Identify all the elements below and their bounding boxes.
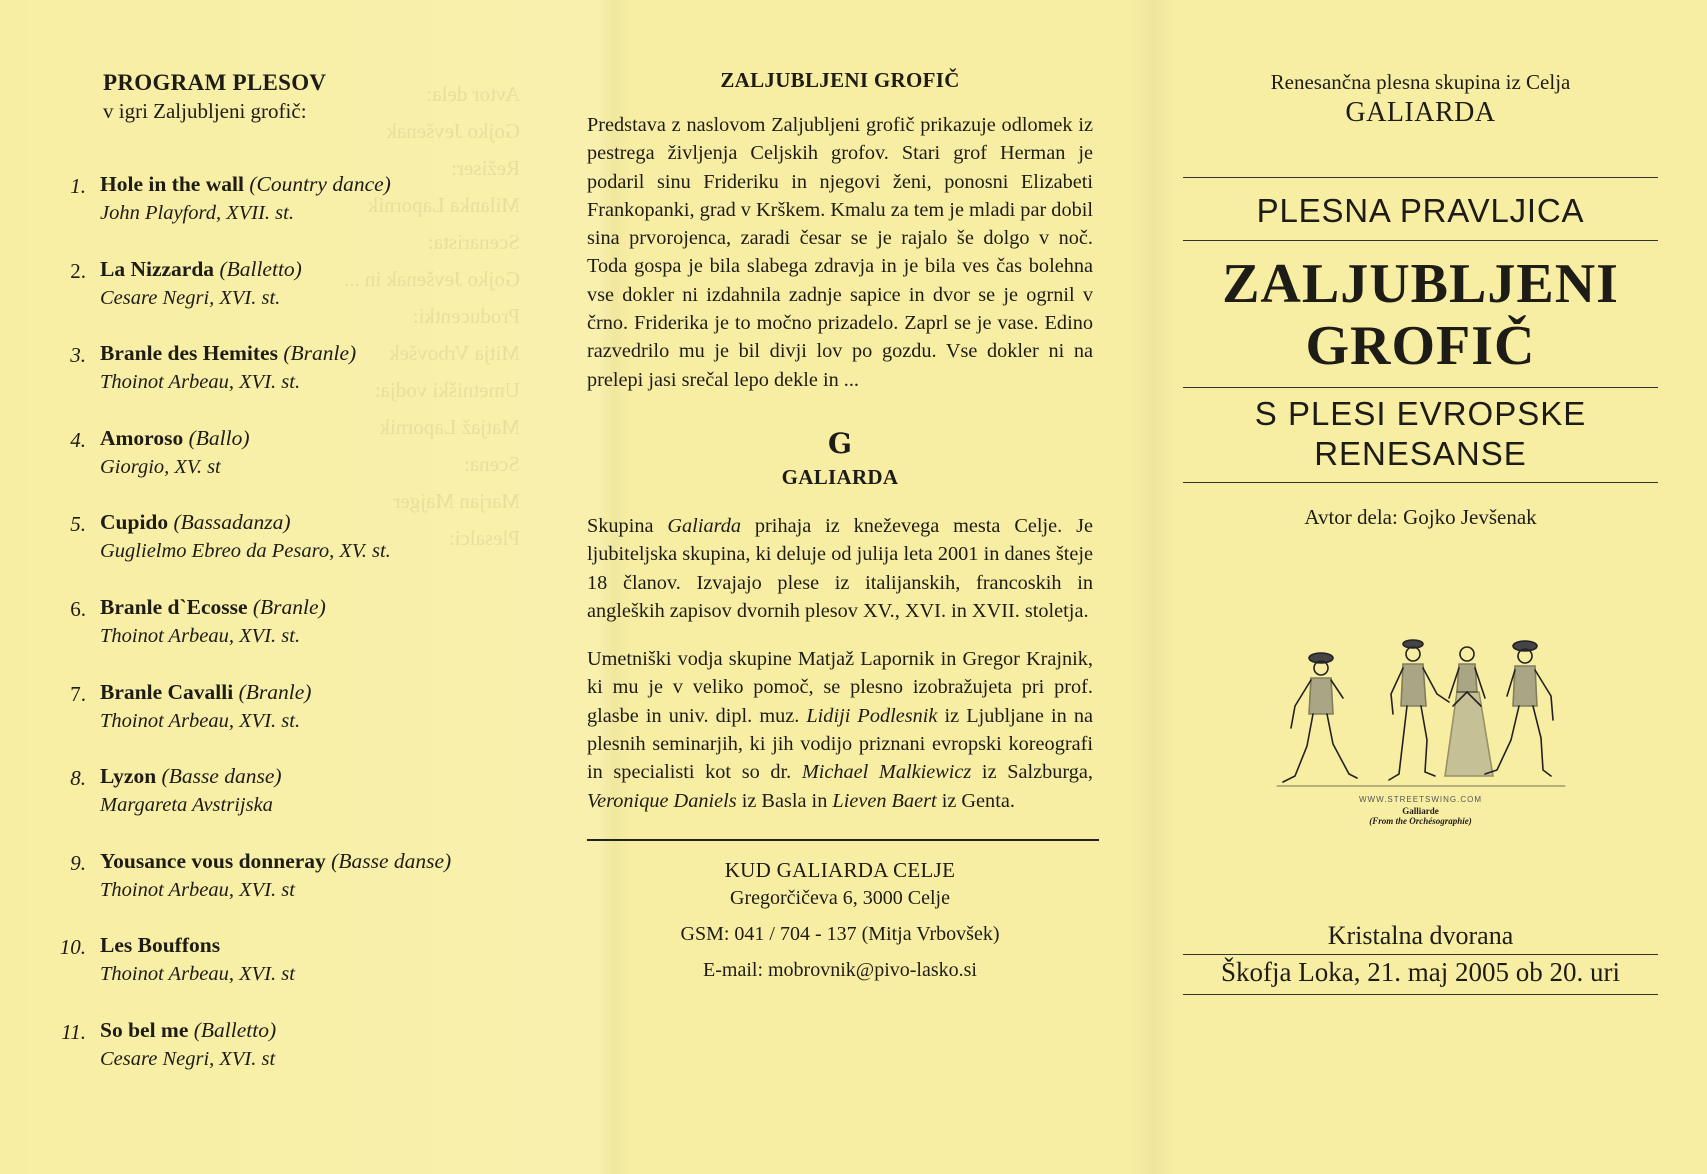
subtitle-line: RENESANSE — [1314, 435, 1527, 472]
galiarda-heading: GALIARDA — [781, 464, 899, 489]
dance-item — [56, 935, 576, 1020]
dance-name: Yousance vous donneray — [100, 848, 326, 873]
divider — [1183, 240, 1658, 241]
dance-style: (Balletto) — [219, 256, 302, 281]
dance-item — [56, 1017, 576, 1105]
program-title: PROGRAM PLESOV — [103, 70, 327, 95]
contact-block — [587, 857, 1093, 983]
text-run-italic: Lieven Baert — [832, 789, 937, 812]
ghost-line: Režiser: — [451, 156, 520, 180]
program-subtitle: v igri Zaljubljeni grofič: — [103, 99, 307, 123]
subtitle-line: S PLESI EVROPSKE — [1254, 395, 1587, 432]
text-run-italic: Michael Malkiewicz — [801, 761, 972, 784]
dance-item — [56, 343, 576, 428]
ghost-line: Producentki: — [412, 304, 520, 328]
dance-style: (Branle) — [252, 594, 326, 619]
text-run: Umetniški vodja skupine Matjaž Lapornik in Gregor Krajnik, ki mu je v veliko pomoč, se plesno izobražujeta pri prof. glasbe in univ. dipl. muz. — [587, 648, 1093, 727]
dance-composer: John Playford, XVII. st. — [100, 202, 294, 224]
venue: Kristalna dvorana — [1327, 921, 1514, 950]
dance-composer: Cesare Negri, XVI. st — [100, 1047, 276, 1070]
dance-name: Amoroso — [100, 425, 184, 450]
dance-item — [56, 174, 576, 259]
author-credit: Avtor dela: Gojko Jevšenak — [1304, 505, 1537, 529]
divider — [1183, 954, 1658, 955]
dance-number: 1. — [70, 174, 86, 198]
illustration-source: (From the Orchésographie) — [1369, 816, 1472, 826]
group-description: Renesančna plesna skupina iz Celja — [1270, 70, 1571, 94]
dance-composer: Guglielmo Ebreo da Pesaro, XV. st. — [100, 540, 391, 563]
program-column — [56, 70, 576, 1105]
dance-name: Hole in the wall — [100, 172, 244, 196]
dance-composer: Thoinot Arbeau, XVI. st. — [100, 371, 301, 394]
dance-composer: Thoinot Arbeau, XVI. st — [100, 963, 295, 986]
dance-style: (Branle) — [283, 341, 357, 366]
ghost-line: Umetniški vodja: — [374, 378, 520, 402]
dance-name: Branle Cavalli — [100, 679, 234, 704]
email: E-mail: mobrovnik@pivo-lasko.si — [703, 958, 977, 981]
ghost-line: Marjan Majger — [393, 489, 520, 513]
dance-item — [56, 848, 576, 936]
dance-name: Branle d`Ecosse — [100, 594, 248, 619]
divider — [1183, 994, 1658, 995]
divider — [587, 839, 1099, 841]
event-date: Škofja Loka, 21. maj 2005 ob 20. uri — [1221, 957, 1620, 987]
ghost-line: Milanka Lapornik — [367, 193, 520, 217]
galiarda-logo — [587, 428, 1093, 463]
dance-style: (Bassadanza) — [173, 510, 291, 535]
main-title-line: GROFIČ — [1305, 315, 1536, 377]
dance-composer: Margareta Avstrijska — [100, 794, 273, 817]
dance-number: 7. — [70, 681, 86, 706]
dance-name: Cupido — [100, 510, 169, 535]
address: Gregorčičeva 6, 3000 Celje — [730, 886, 950, 909]
dance-item — [56, 256, 576, 344]
dance-composer: Cesare Negri, XVI. st. — [100, 286, 281, 309]
text-run: iz Basla in — [736, 789, 833, 812]
galiarda-paragraph-2 — [587, 645, 1093, 815]
dance-list — [56, 174, 576, 1105]
text-run-italic: Veronique Daniels — [587, 789, 737, 812]
dance-composer: Thoinot Arbeau, XVI. st. — [100, 624, 301, 647]
dance-item — [56, 594, 576, 682]
dance-composer: Thoinot Arbeau, XVI. st — [100, 878, 295, 901]
ghost-line: Gojko Jevšenak — [386, 119, 520, 143]
galiarda-paragraph-1 — [587, 512, 1093, 625]
dance-number: 8. — [70, 766, 86, 791]
dance-composer: Giorgio, XV. st — [100, 455, 221, 478]
dance-name: Les Bouffons — [100, 933, 221, 958]
dance-item — [56, 766, 576, 851]
ghost-line: Scena: — [464, 452, 520, 476]
group-name: GALIARDA — [1345, 97, 1496, 128]
divider — [1183, 482, 1658, 483]
dance-number: 4. — [70, 427, 86, 452]
dance-style: (Ballo) — [188, 425, 250, 450]
dance-name: La Nizzarda — [100, 256, 215, 281]
story-column — [587, 68, 1093, 983]
dance-name: So bel me — [100, 1017, 189, 1042]
text-run: prihaja iz kneževega mesta Celje. Je ljubiteljska skupina, ki deluje od julija leta 2001 in danes šteje 18 članov. Izvajajo plese iz italijanskih, francoskih in angleških zapisov dvornih plesov XV., XVI. in XVII. stoletja. — [587, 514, 1093, 622]
text-run: iz Genta. — [936, 789, 1015, 812]
illustration-caption: Galliarde — [1402, 806, 1439, 816]
dance-style: (Basse danse) — [331, 848, 452, 873]
dance-number: 5. — [70, 512, 86, 537]
dance-number: 10. — [59, 935, 86, 960]
blackletter-g-icon — [823, 428, 857, 458]
dance-name: Branle des Hemites — [100, 341, 278, 366]
dance-name: Lyzon — [100, 764, 157, 789]
kicker-title: PLESNA PRAVLJICA — [1256, 192, 1585, 229]
ghost-line: Scenarista: — [427, 230, 520, 254]
main-title-line: ZALJUBLJENI — [1222, 253, 1619, 315]
story-heading: ZALJUBLJENI GROFIČ — [720, 68, 960, 92]
ghost-line: Plesalci: — [448, 526, 520, 550]
dance-number: 11. — [61, 1019, 86, 1044]
ghost-line: Gojko Jevšenak in ... — [343, 267, 520, 291]
dance-style: (Country dance) — [249, 172, 391, 196]
dancers-illustration — [1183, 636, 1658, 826]
phone: GSM: 041 / 704 - 137 (Mitja Vrbovšek) — [680, 922, 1000, 945]
dance-composer: Thoinot Arbeau, XVI. st. — [100, 709, 301, 732]
organization-name: KUD GALIARDA CELJE — [724, 857, 956, 882]
ghost-line: Matjaž Lapornik — [379, 415, 520, 439]
dance-number: 9. — [70, 850, 86, 875]
dance-item — [56, 512, 576, 597]
divider — [1183, 387, 1658, 388]
text-run: iz Ljubljane in na plesnih seminarjih, ki jih vodijo priznani evropski koreografi in specialisti kot so dr. — [587, 704, 1093, 784]
text-run-italic: Galiarda — [667, 514, 742, 537]
text-run-italic: Lidiji Podlesnik — [806, 704, 938, 727]
renaissance-dancers-image — [1271, 636, 1571, 796]
dance-item — [56, 679, 576, 767]
cover-column — [1183, 70, 1658, 995]
illustration-watermark: WWW.STREETSWING.COM — [1359, 795, 1482, 804]
dance-style: (Basse danse) — [161, 764, 282, 789]
dance-number: 2. — [70, 258, 86, 283]
main-title — [1183, 253, 1658, 377]
dance-style: (Balletto) — [193, 1017, 277, 1042]
logo-letter: G — [828, 427, 852, 458]
ghost-line: Avtor dela: — [426, 82, 520, 106]
divider — [1183, 177, 1658, 178]
dance-style: (Branle) — [238, 679, 312, 704]
text-run: iz Salzburga, — [971, 761, 1093, 784]
story-text: Predstava z naslovom Zaljubljeni grofič prikazuje odlomek iz pestrega življenja Celjskih grofov. Stari grof Herman je podaril sinu Frideriku in njegovi ženi, ponosni Elizabeti Frankopanki, grad v Krškem. Kmalu za tem je mladi par dobil sina prvorojenca, zaradi česar se je rajalo še dolgo v noč. Toda gospa je bila slabega zdravja in je bila ves čas bolehna vse dokler ni izdahnila zadnje sapice in dvor se je ogrnil v črno. Friderika je to močno prizadelo. Zaprl se je vase. Edino razvedrilo mu je bil divji lov po gozdu. Vse dokler ni na prelepi jasi srečal lepo dekle in ... — [587, 114, 1093, 391]
text-run: Skupina — [587, 514, 668, 537]
dance-number: 6. — [70, 596, 86, 621]
ghost-line: Mitja Vrbovšek — [389, 341, 520, 365]
subtitle — [1183, 394, 1658, 474]
dance-number: 3. — [70, 343, 86, 368]
